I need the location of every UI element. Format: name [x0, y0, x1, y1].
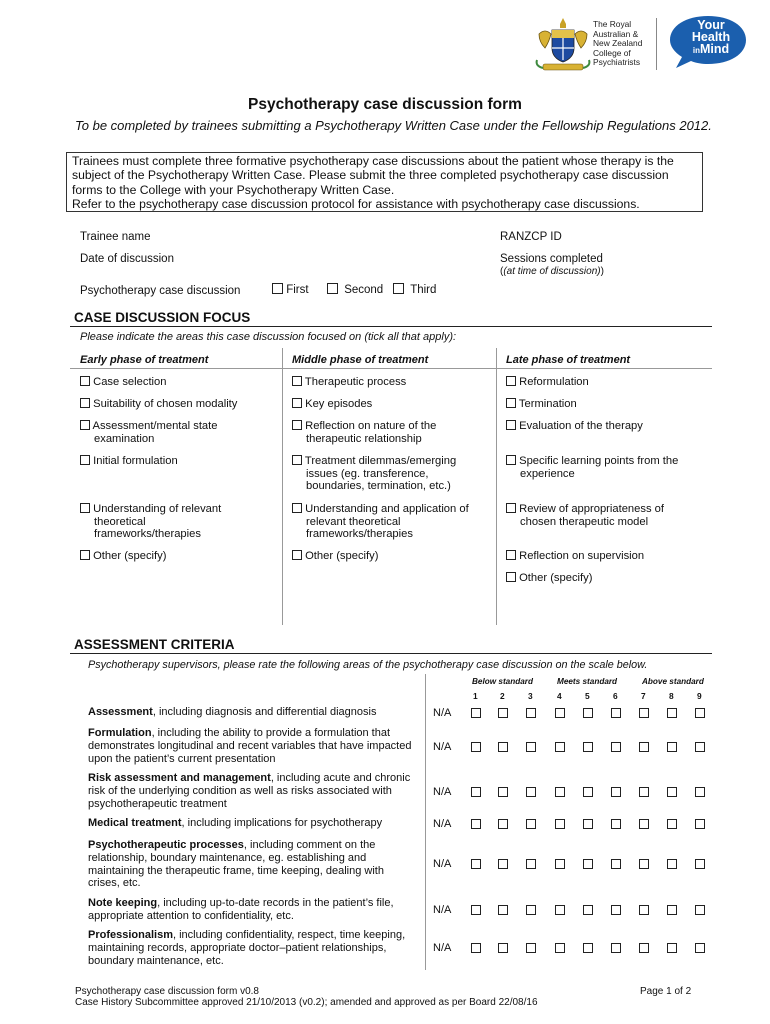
na-option[interactable]: N/A — [433, 942, 452, 954]
focus-item[interactable]: Other (specify) — [80, 550, 260, 563]
rating-checkbox[interactable] — [471, 859, 481, 869]
rating-checkbox[interactable] — [526, 742, 536, 752]
rating-checkbox[interactable] — [639, 742, 649, 752]
scale-number: 8 — [669, 691, 674, 701]
checkbox[interactable] — [80, 376, 90, 386]
intro-paragraph: Trainees must complete three formative psychotherapy case discussions about the patient whose therapy is the subject of the Psychotherapy Written Case. Please submit the three completed psychotherapy case discussion forms to the College with your Psychotherapy Written Case. — [72, 154, 674, 197]
focus-item[interactable]: Other (specify) — [292, 550, 472, 563]
rating-checkbox[interactable] — [583, 787, 593, 797]
rating-checkbox[interactable] — [498, 943, 508, 953]
rating-checkbox[interactable] — [471, 708, 481, 718]
scale-below-label: Below standard — [472, 677, 533, 686]
checkbox-second[interactable] — [327, 283, 338, 294]
option-first[interactable]: First — [272, 283, 309, 296]
rating-checkbox[interactable] — [526, 905, 536, 915]
focus-col-divider — [496, 348, 497, 625]
page-number: Page 1 of 2 — [640, 986, 692, 997]
na-option[interactable]: N/A — [433, 786, 452, 798]
rating-checkbox[interactable] — [639, 708, 649, 718]
rating-checkbox[interactable] — [555, 943, 565, 953]
checkbox-first[interactable] — [272, 283, 283, 294]
focus-item[interactable]: Suitability of chosen modality — [80, 398, 260, 411]
focus-item[interactable]: Therapeutic process — [292, 376, 472, 389]
rating-checkbox[interactable] — [583, 708, 593, 718]
your-health-in-mind-logo: Your Health inMind — [668, 14, 748, 70]
checkbox[interactable] — [506, 376, 516, 386]
assessment-instruction: Psychotherapy supervisors, please rate the following areas of the psychotherapy case discussion on the scale below. — [88, 659, 648, 671]
checkbox[interactable] — [506, 572, 516, 582]
criterion-text — [88, 706, 413, 719]
criterion-title: Assessment — [88, 706, 153, 718]
checkbox[interactable] — [292, 420, 302, 430]
col-early-heading: Early phase of treatment — [80, 354, 209, 366]
rating-checkbox[interactable] — [639, 787, 649, 797]
criterion-title: Professionalism — [88, 929, 173, 941]
rating-checkbox[interactable] — [695, 905, 705, 915]
option-second[interactable]: Second — [327, 283, 383, 296]
focus-item[interactable]: Initial formulation — [80, 455, 260, 468]
ranzcp-id-label: RANZCP ID — [500, 231, 562, 243]
rating-checkbox[interactable] — [695, 943, 705, 953]
checkbox[interactable] — [80, 550, 90, 560]
rating-checkbox[interactable] — [667, 905, 677, 915]
criterion-title: Medical treatment — [88, 817, 182, 829]
na-option[interactable]: N/A — [433, 904, 452, 916]
criterion-text — [88, 929, 413, 967]
checkbox[interactable] — [80, 455, 90, 465]
rating-checkbox[interactable] — [583, 742, 593, 752]
scale-number: 4 — [557, 691, 562, 701]
criterion-text — [88, 897, 413, 923]
rating-checkbox[interactable] — [555, 708, 565, 718]
rating-checkbox[interactable] — [498, 787, 508, 797]
criterion-detail: , including implications for psychotherapy — [181, 817, 383, 829]
checkbox[interactable] — [506, 398, 516, 408]
criterion-detail: , including comment on the relationship, boundary maintenance, eg. establishing and maintaining the therapeutic frame, time keeping, dealing with crises, etc. — [88, 839, 384, 890]
na-option[interactable]: N/A — [433, 858, 452, 870]
trainee-name-label: Trainee name — [80, 231, 151, 243]
rating-checkbox[interactable] — [611, 943, 621, 953]
criterion-detail: , including confidentiality, respect, time keeping, maintaining records, appropriate doctor–patient relationships, boundary maintenance, etc. — [88, 929, 406, 967]
focus-item[interactable]: Evaluation of the therapy — [506, 420, 686, 433]
scale-number: 3 — [528, 691, 533, 701]
checkbox[interactable] — [506, 455, 516, 465]
criterion-title: Formulation — [88, 727, 152, 739]
scale-number: 7 — [641, 691, 646, 701]
rating-checkbox[interactable] — [471, 742, 481, 752]
rating-checkbox[interactable] — [555, 819, 565, 829]
rating-checkbox[interactable] — [498, 708, 508, 718]
criterion-text — [88, 727, 413, 765]
criterion-title: Note keeping — [88, 897, 158, 909]
rating-checkbox[interactable] — [695, 819, 705, 829]
scale-meets-label: Meets standard — [557, 677, 618, 686]
intro-protocol-note: Refer to the psychotherapy case discussion protocol for assistance with psychotherapy case discussions. — [72, 197, 640, 212]
rating-checkbox[interactable] — [639, 819, 649, 829]
scale-number: 2 — [500, 691, 505, 701]
focus-item[interactable]: Treatment dilemmas/emerging issues (eg. transference, boundaries, termination, etc.) — [292, 455, 480, 493]
rating-checkbox[interactable] — [611, 859, 621, 869]
focus-item[interactable]: Other (specify) — [506, 572, 686, 585]
na-option[interactable]: N/A — [433, 707, 452, 719]
rating-checkbox[interactable] — [695, 708, 705, 718]
rating-checkbox[interactable] — [695, 742, 705, 752]
rating-checkbox[interactable] — [471, 787, 481, 797]
rating-checkbox[interactable] — [555, 742, 565, 752]
sessions-completed-label: Sessions completed — [500, 253, 603, 265]
rating-checkbox[interactable] — [498, 819, 508, 829]
focus-item[interactable]: Assessment/mental state examination — [80, 420, 254, 445]
rating-checkbox[interactable] — [498, 859, 508, 869]
criterion-detail: , including acute and chronic risk of the underlying condition as well as risks associated with psychotherapeutic treatment — [88, 772, 411, 810]
rating-checkbox[interactable] — [611, 787, 621, 797]
rating-checkbox[interactable] — [667, 787, 677, 797]
case-discussion-label: Psychotherapy case discussion — [80, 285, 241, 297]
rating-checkbox[interactable] — [695, 859, 705, 869]
sessions-note: ((at time of discussion)) — [500, 266, 604, 277]
checkbox[interactable] — [506, 503, 516, 513]
scale-number: 9 — [697, 691, 702, 701]
rating-checkbox[interactable] — [639, 859, 649, 869]
rating-checkbox[interactable] — [583, 819, 593, 829]
focus-item[interactable]: Reformulation — [506, 376, 686, 389]
checkbox[interactable] — [80, 420, 90, 430]
rating-checkbox[interactable] — [471, 819, 481, 829]
rating-checkbox[interactable] — [611, 708, 621, 718]
rating-checkbox[interactable] — [695, 787, 705, 797]
col-late-heading: Late phase of treatment — [506, 354, 631, 366]
rating-checkbox[interactable] — [583, 943, 593, 953]
focus-item[interactable]: Termination — [506, 398, 686, 411]
focus-header-rule — [70, 368, 712, 369]
footer-version: Psychotherapy case discussion form v0.8 — [75, 986, 259, 997]
college-crest-icon — [533, 14, 593, 78]
checkbox-third[interactable] — [393, 283, 404, 294]
focus-item[interactable]: Reflection on supervision — [506, 550, 686, 563]
criterion-title: Risk assessment and management — [88, 772, 271, 784]
rating-checkbox[interactable] — [611, 905, 621, 915]
scale-number: 5 — [585, 691, 590, 701]
logo-divider — [656, 18, 657, 70]
rating-checkbox[interactable] — [471, 905, 481, 915]
footer-info — [75, 986, 538, 1009]
rating-checkbox[interactable] — [498, 905, 508, 915]
na-option[interactable]: N/A — [433, 741, 452, 753]
rating-checkbox[interactable] — [526, 708, 536, 718]
criterion-text — [88, 817, 413, 830]
criterion-title: Psychotherapeutic processes — [88, 839, 244, 851]
criterion-text — [88, 772, 413, 810]
checkbox[interactable] — [292, 398, 302, 408]
footer-approval: Case History Subcommittee approved 21/10/2013 (v0.2); amended and approved as per Board 22/08/16 — [75, 997, 538, 1009]
focus-item[interactable]: Understanding and application of relevant theoretical frameworks/therapies — [292, 503, 496, 541]
rating-checkbox[interactable] — [526, 787, 536, 797]
checkbox[interactable] — [292, 550, 302, 560]
focus-instruction: Please indicate the areas this case discussion focused on (tick all that apply): — [80, 331, 457, 343]
rating-checkbox[interactable] — [611, 819, 621, 829]
rating-checkbox[interactable] — [526, 943, 536, 953]
rating-checkbox[interactable] — [526, 819, 536, 829]
rating-checkbox[interactable] — [555, 787, 565, 797]
rating-checkbox[interactable] — [498, 742, 508, 752]
assessment-divider — [70, 653, 712, 654]
na-option[interactable]: N/A — [433, 818, 452, 830]
checkbox[interactable] — [292, 376, 302, 386]
assessment-heading: ASSESSMENT CRITERIA — [74, 637, 235, 652]
rating-checkbox[interactable] — [583, 905, 593, 915]
focus-item[interactable]: Reflection on nature of the therapeutic relationship — [292, 420, 480, 445]
rating-checkbox[interactable] — [667, 859, 677, 869]
intro-box — [66, 152, 703, 212]
focus-col-divider — [282, 348, 283, 625]
rating-checkbox[interactable] — [667, 943, 677, 953]
checkbox[interactable] — [506, 550, 516, 560]
page-title: Psychotherapy case discussion form — [248, 96, 522, 113]
focus-item[interactable]: Key episodes — [292, 398, 472, 411]
scale-number: 6 — [613, 691, 618, 701]
checkbox[interactable] — [80, 503, 90, 513]
college-name: The Royal Australian & New Zealand College of Psychiatrists — [593, 19, 643, 68]
assessment-col-divider — [425, 674, 426, 970]
criterion-detail: , including the ability to provide a formulation that demonstrates longitudinal and recent variables that have impacted upon the patient’s current presentation — [88, 727, 412, 765]
subtitle: To be completed by trainees submitting a Psychotherapy Written Case under the Fellowship Regulations 2012. — [75, 118, 712, 133]
focus-divider — [70, 326, 712, 327]
focus-item[interactable]: Specific learning points from the experience — [506, 455, 710, 480]
criterion-detail: , including diagnosis and differential diagnosis — [152, 706, 377, 718]
rating-checkbox[interactable] — [526, 859, 536, 869]
rating-checkbox[interactable] — [639, 905, 649, 915]
rating-checkbox[interactable] — [583, 859, 593, 869]
rating-checkbox[interactable] — [667, 742, 677, 752]
rating-checkbox[interactable] — [555, 905, 565, 915]
rating-checkbox[interactable] — [667, 708, 677, 718]
checkbox[interactable] — [506, 420, 516, 430]
focus-item[interactable]: Understanding of relevant theoretical frameworks/therapies — [80, 503, 254, 541]
col-middle-heading: Middle phase of treatment — [292, 354, 429, 366]
criterion-detail: , including up-to-date records in the patient’s file, appropriate attention to confidentiality, etc. — [88, 897, 394, 922]
checkbox[interactable] — [80, 398, 90, 408]
rating-checkbox[interactable] — [667, 819, 677, 829]
rating-checkbox[interactable] — [471, 943, 481, 953]
scale-number: 1 — [473, 691, 478, 701]
checkbox[interactable] — [292, 455, 302, 465]
checkbox[interactable] — [292, 503, 302, 513]
focus-item[interactable]: Review of appropriateness of chosen therapeutic model — [506, 503, 695, 528]
rating-checkbox[interactable] — [639, 943, 649, 953]
scale-above-label: Above standard — [642, 677, 704, 686]
option-third[interactable]: Third — [393, 283, 436, 296]
focus-item[interactable]: Case selection — [80, 376, 260, 389]
criterion-text — [88, 839, 413, 890]
rating-checkbox[interactable] — [611, 742, 621, 752]
focus-heading: CASE DISCUSSION FOCUS — [74, 310, 251, 325]
rating-checkbox[interactable] — [555, 859, 565, 869]
date-of-discussion-label: Date of discussion — [80, 253, 174, 265]
